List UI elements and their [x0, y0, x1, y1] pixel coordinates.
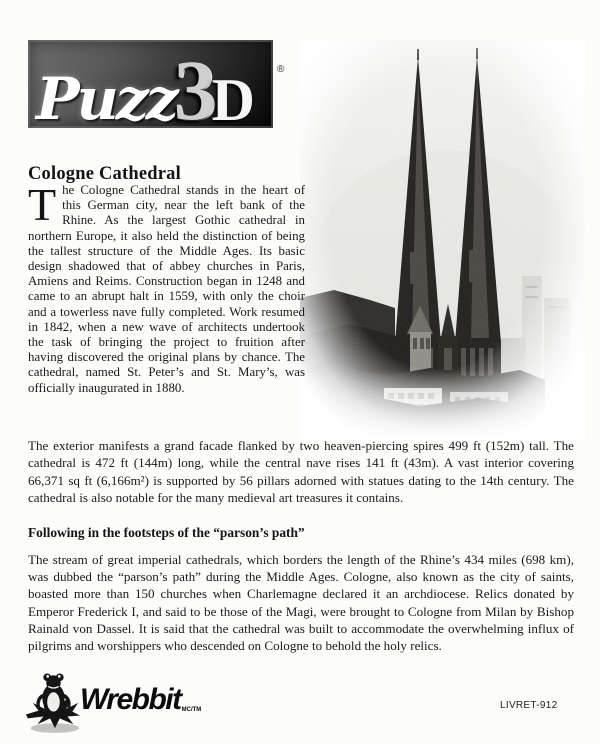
puzz3d-logo	[28, 40, 273, 128]
intro-paragraph	[28, 179, 305, 396]
facts-paragraph: The exterior manifests a grand facade flanked by two heaven-piercing spires 499 ft (152m) tall. The cathedral is 472 ft (144m) long, while the central nave rises 141 ft (43m). A vast interior covering 66,371 sq ft (6,166m²) is supported by 56 pillars adorned with statues dating to the 14th century. The cathedral is also notable for the many medieval art treasures it contains.	[28, 438, 574, 505]
puzz3d-logo-number: 3	[173, 41, 217, 128]
intro-text: he Cologne Cathedral stands in the heart of this German city, near the left bank of the Rhine. As the largest Gothic cathedral in northern Europe, it also held the distinction of being the tallest structure of the Middle Ages. Its basic design shadowed that of abbey churches in Paris, Amiens and Reims. Construction began in 1248 and came to an abrupt halt in 1559, with only the choir and a towerless nave fully completed. Work resumed in 1842, when a new wave of architects undertook the task of bringing the project to fruition after having discovered the original plans by chance. The cathedral, named St. Peter’s and St. Mary’s, was officially inaugurated in 1880.	[28, 183, 305, 395]
section-heading: Following in the footsteps of the “parson’s path”	[28, 525, 305, 540]
page-title: Cologne Cathedral	[28, 164, 181, 185]
cathedral-photo	[300, 40, 585, 440]
publisher-wordmark	[80, 683, 200, 717]
registered-trademark-icon: ®	[277, 64, 285, 75]
publisher-name: Wrebbit	[80, 683, 181, 716]
cathedral-photo-image	[300, 40, 585, 440]
section-paragraph: The stream of great imperial cathedrals, which borders the length of the Rhine’s 434 miles (698 km), was dubbed the “parson’s path” during the Middle Ages. Cologne, also known as the city of saints, boasted more than 150 churches when Charlemagne declared it an archdiocese. Relics donated by Emperor Frederick I, and said to be those of the Magi, were brought to Cologne from Milan by Bishop Rainald von Dassel. It is said that the cathedral was built to accommodate the overwhelming influx of pilgrims and worshippers who descended on Cologne to behold the holy relics.	[28, 552, 574, 654]
wrebbit-frog-icon	[24, 668, 82, 739]
document-code: LIVRET-912	[500, 700, 558, 711]
publisher-trademark: MC/TM	[181, 707, 202, 713]
puzz3d-logo-script: Puzz	[36, 64, 176, 128]
puzz3d-logo-letter: D	[211, 67, 255, 128]
drop-cap: T	[28, 179, 57, 230]
